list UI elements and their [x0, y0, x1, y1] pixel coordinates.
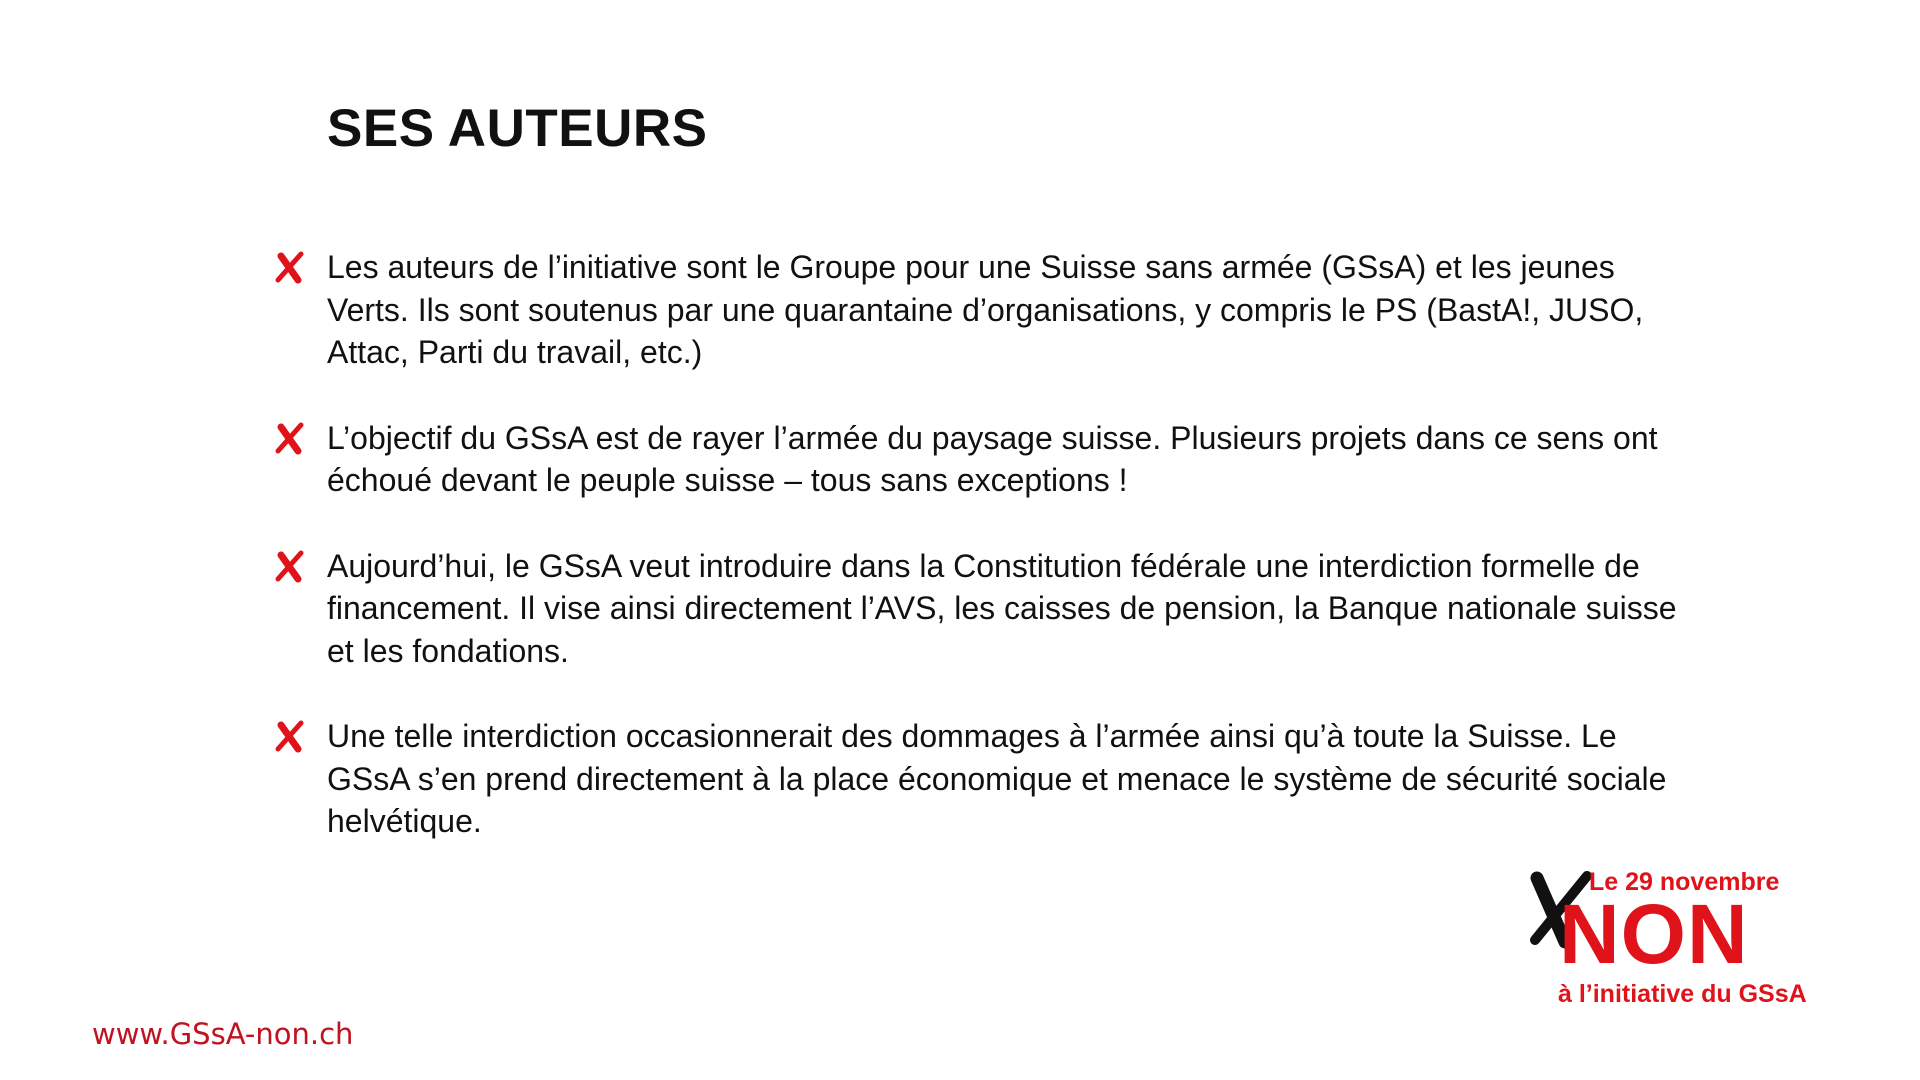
slide-title: SES AUTEURS [327, 99, 708, 158]
bullet-text: Aujourd’hui, le GSsA veut introduire dans la Constitution fédérale une interdiction formelle de financement. Il vise ainsi directement l’AVS, les caisses de pension, la Banque nationale suisse et les fondations. [327, 547, 1677, 669]
logo-subline: à l’initiative du GSsA [1558, 980, 1807, 1008]
logo-date: Le 29 novembre [1589, 868, 1780, 896]
bullet-item [272, 545, 1692, 673]
bullet-text: L’objectif du GSsA est de rayer l’armée du paysage suisse. Plusieurs projets dans ce sens ont échoué devant le peuple suisse – tous sans exceptions ! [327, 419, 1658, 498]
bullet-item [272, 246, 1692, 374]
red-x-icon [272, 549, 306, 583]
bullet-text: Une telle interdiction occasionnerait des dommages à l’armée ainsi qu’à toute la Suisse. Le GSsA s’en prend directement à la place économique et menace le système de sécurité sociale helvétique. [327, 718, 1667, 839]
logo-headline: NON [1559, 887, 1749, 981]
campaign-logo [1525, 866, 1845, 1016]
footer-website: www.GSsA-non.ch [92, 1017, 354, 1051]
red-x-icon [272, 719, 306, 753]
red-x-icon [272, 250, 306, 284]
red-x-icon [272, 421, 306, 455]
bullet-text: Les auteurs de l’initiative sont le Groupe pour une Suisse sans armée (GSsA) et les jeunes Verts. Ils sont soutenus par une quarantaine d’organisations, y compris le PS (BastA!, JUSO, Attac, Parti du travail, etc.) [327, 249, 1644, 370]
bullet-list [272, 246, 1692, 886]
bullet-item [272, 417, 1692, 502]
bullet-item [272, 715, 1692, 843]
